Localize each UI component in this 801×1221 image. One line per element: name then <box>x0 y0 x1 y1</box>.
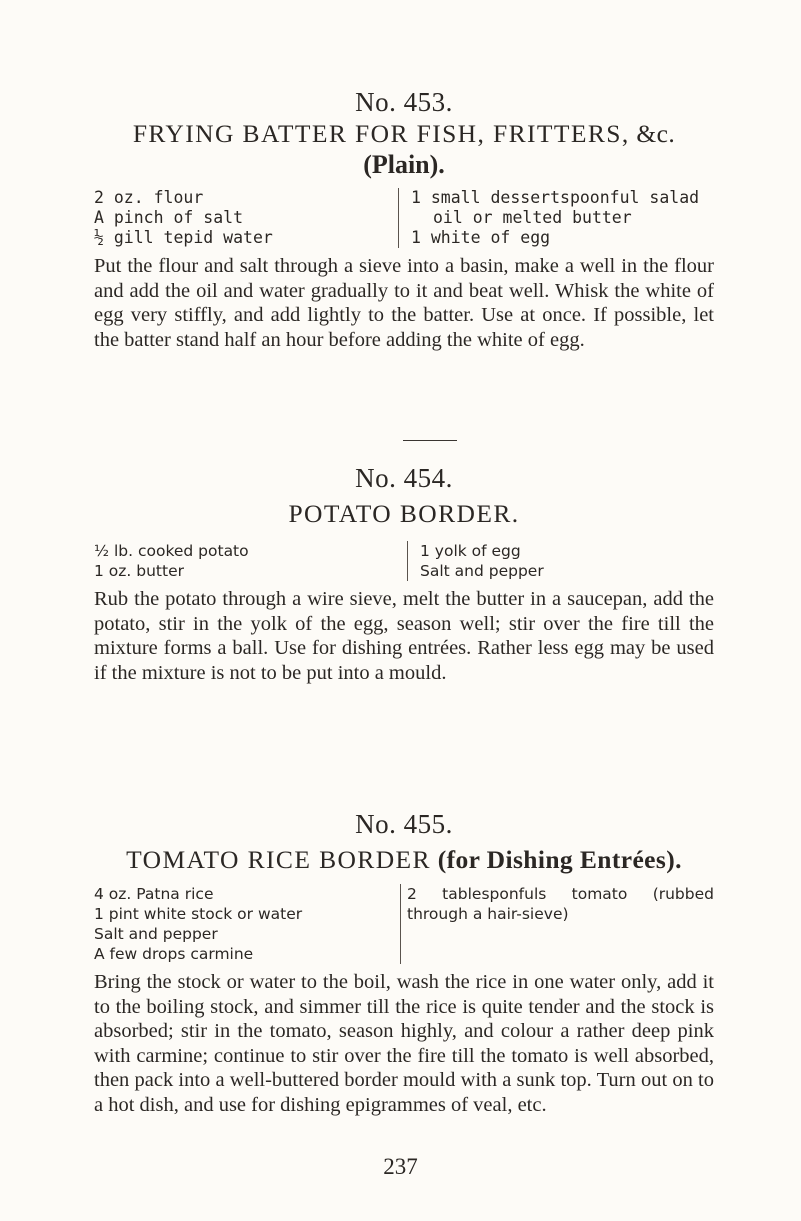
recipe-title <box>94 844 714 875</box>
recipe-subtitle: (Plain). <box>363 150 445 179</box>
ingredients-left-column <box>94 188 398 248</box>
recipe-number: No. 455. <box>355 809 453 839</box>
ingredient-item: 4 oz. Patna rice <box>94 885 214 903</box>
recipe-title <box>94 118 714 149</box>
ingredient-item: A few drops carmine <box>94 945 254 963</box>
ingredient-item: 2 oz. flour <box>94 188 204 207</box>
ingredient-item: Salt and pepper <box>420 562 544 580</box>
recipe-method: Put the flour and salt through a sieve into a basin, make a well in the flour and add the oil and water gradually to it and beat well. Whisk the white of egg very stiffly, and add lightly to the batter. Use at once. If possible, let the batter stand half an hour before adding the white of egg. <box>94 255 714 351</box>
recipe-method: Rub the potato through a wire sieve, melt the butter in a saucepan, add the potato, stir in the yolk of the egg, season well; stir over the fire till the mixture forms a ball. Use for dishing entrées. Rather less egg may be used if the mixture is not to be put into a mould. <box>94 588 714 684</box>
ingredients-right-column <box>398 188 714 248</box>
recipe-title-main: TOMATO RICE BORDER <box>126 845 431 874</box>
page-number: 237 <box>383 1154 418 1179</box>
ingredient-item: A pinch of salt <box>94 208 244 227</box>
ingredient-item: 1 yolk of egg <box>420 542 521 560</box>
ingredient-item: 2 tablesponfuls tomato (rubbed through a hair-sieve) <box>407 885 714 923</box>
section-divider <box>403 440 457 441</box>
ingredients-left-column <box>94 884 400 964</box>
ingredient-item: ½ gill tepid water <box>94 228 273 247</box>
recipe-title-main: POTATO BORDER. <box>288 499 520 528</box>
ingredient-item: oil or melted butter <box>433 208 632 227</box>
ingredient-item: 1 small dessertspoonful salad <box>411 188 700 207</box>
recipe-title-extra: (for Dishing Entrées). <box>437 845 682 874</box>
ingredients-list <box>94 541 714 581</box>
ingredient-item: 1 pint white stock or water <box>94 905 303 923</box>
recipe-number: No. 453. <box>355 87 453 117</box>
recipe-title-extra: &c. <box>636 119 676 148</box>
ingredient-item: ½ lb. cooked potato <box>94 542 249 560</box>
ingredient-item: Salt and pepper <box>94 925 218 943</box>
recipe-number: No. 454. <box>355 463 453 493</box>
recipe-454 <box>94 462 714 685</box>
ingredient-item: 1 oz. butter <box>94 562 184 580</box>
recipe-title <box>94 498 714 529</box>
recipe-455 <box>94 808 714 1118</box>
ingredients-left-column <box>94 541 407 581</box>
ingredients-list <box>94 188 714 248</box>
recipe-title-main: FRYING BATTER FOR FISH, FRITTERS, <box>132 119 630 148</box>
ingredient-item: 1 white of egg <box>411 228 551 247</box>
ingredients-right-column <box>407 541 714 581</box>
recipe-method: Bring the stock or water to the boil, wash the rice in one water only, add it to the boiling stock, and simmer till the rice is quite tender and the stock is absorbed; stir in the tomato, season highly, and colour a rather deep pink with carmine; continue to stir over the fire till the tomato is well absorbed, then pack into a well-buttered border mould with a sunk top. Turn out on to a hot dish, and use for dishing epigrammes of veal, etc. <box>94 971 714 1116</box>
ingredients-right-column <box>400 884 714 964</box>
recipe-453 <box>94 86 714 352</box>
ingredients-list <box>94 884 714 964</box>
